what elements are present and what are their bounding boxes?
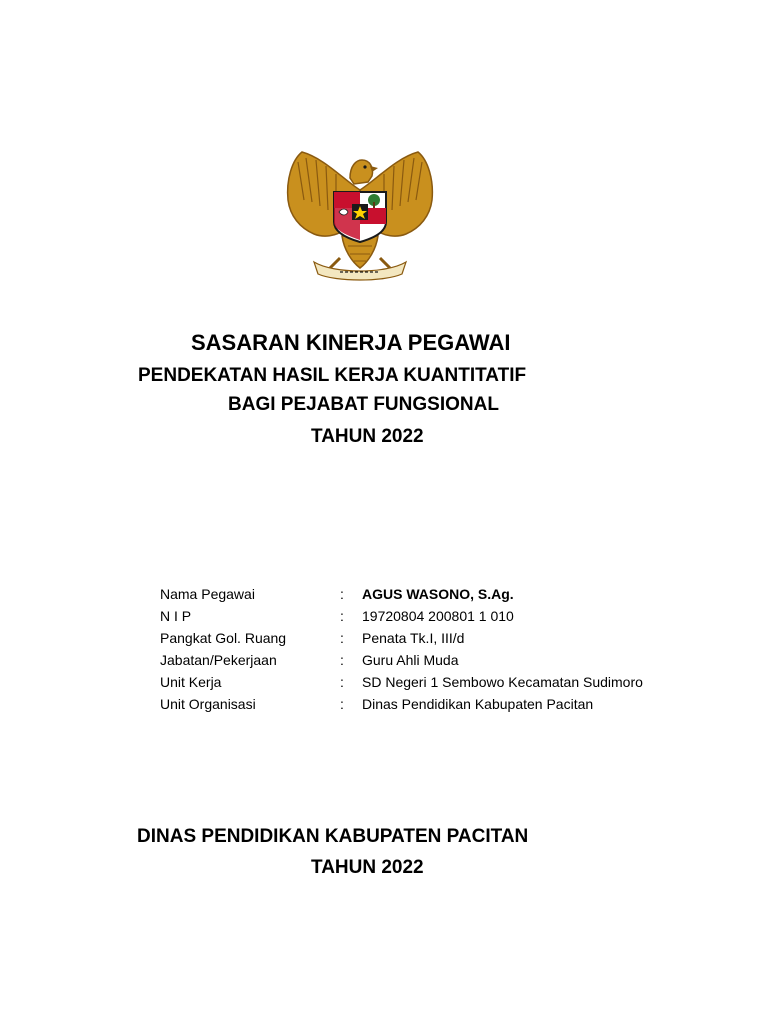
info-value: AGUS WASONO, S.Ag.: [362, 586, 514, 602]
info-separator: :: [340, 586, 344, 602]
document-subtitle-line1: PENDEKATAN HASIL KERJA KUANTITATIF: [138, 365, 527, 386]
document-subtitle-line2: BAGI PEJABAT FUNGSIONAL: [228, 394, 499, 415]
info-value: SD Negeri 1 Sembowo Kecamatan Sudimoro: [362, 674, 643, 690]
info-value: Dinas Pendidikan Kabupaten Pacitan: [362, 696, 594, 712]
document-title: SASARAN KINERJA PEGAWAI: [191, 330, 511, 355]
garuda-pancasila-emblem-icon: [284, 150, 436, 282]
info-value: 19720804 200801 1 010: [362, 608, 514, 624]
info-value: Guru Ahli Muda: [362, 652, 459, 668]
info-label: N I P: [160, 608, 192, 624]
issuing-agency: DINAS PENDIDIKAN KABUPATEN PACITAN: [137, 826, 529, 847]
info-label: Unit Kerja: [160, 674, 222, 690]
info-separator: :: [340, 630, 344, 646]
info-value: Penata Tk.I, III/d: [362, 630, 465, 646]
info-separator: :: [340, 674, 344, 690]
info-separator: :: [340, 696, 344, 712]
info-label: Pangkat Gol. Ruang: [160, 630, 287, 646]
document-year: TAHUN 2022: [311, 426, 424, 447]
footer-year: TAHUN 2022: [311, 857, 424, 878]
info-label: Jabatan/Pekerjaan: [160, 652, 277, 668]
info-separator: :: [340, 652, 344, 668]
info-label: Nama Pegawai: [160, 586, 255, 602]
info-label: Unit Organisasi: [160, 696, 256, 712]
info-separator: :: [340, 608, 344, 624]
